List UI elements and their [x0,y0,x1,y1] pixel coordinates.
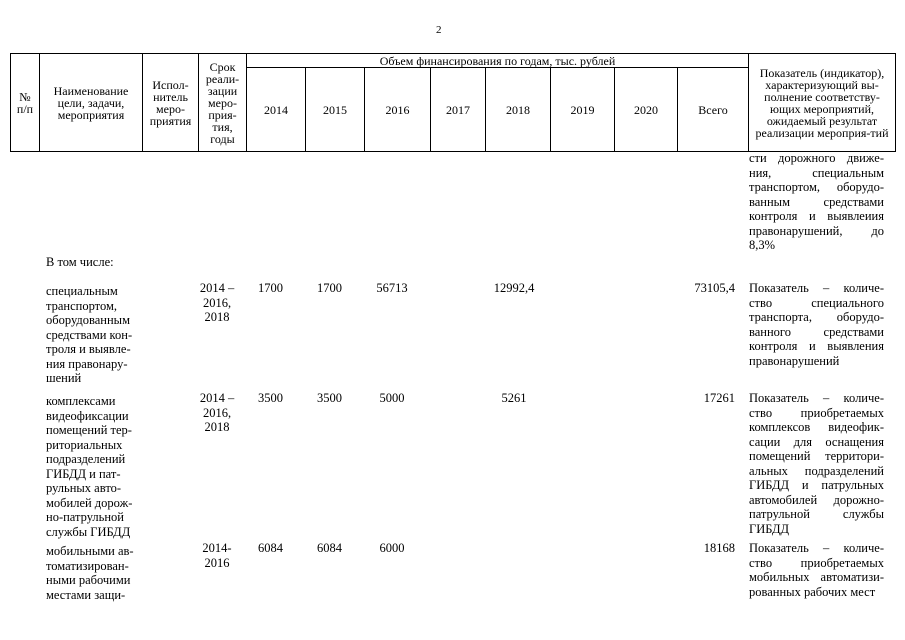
indicator-continuation: сти дорожного движе-ния, специальным транспортом, оборудо-ванным средствами контроля и выявлеиия правонарушений, до 8,3% [749,151,884,252]
row-3-2016: 6000 [379,541,405,555]
including-label: В том числе: [46,255,114,269]
header-name: Наименование цели, задачи, мероприятия [40,54,143,152]
row-2-2016: 5000 [379,391,405,405]
row-2-2014: 3500 [258,391,283,405]
row-2-2018: 5261 [501,391,527,405]
row-1-name: специальным транспортом, оборудованным средствами кон-троля и выявле-ния правонару-шений [46,284,133,385]
table-header [10,53,896,152]
header-total: Всего [678,68,749,152]
row-2-name: комплексами видеофиксации помещений тер-риториальных подразделений ГИБДД и пат-рульных авто-мобилей дорож-но-патрульной службы ГИБДД [46,394,133,539]
header-year-2019: 2019 [551,68,615,152]
header-year-2017: 2017 [431,68,486,152]
header-year-2020: 2020 [615,68,678,152]
row-1-indicator: Показатель – количе-ство специального транспорта, оборудо-ванного средствами контроля и выявления правонарушений [749,281,884,368]
row-3-indicator: Показатель – количе-ство приобретаемых мобильных автоматизи-рованных рабочих мест [749,541,884,599]
row-2-indicator: Показатель – количе-ство приобретаемых комплексов видеофик-сации для оснащения помещений территори-альных подразделений ГИБДД и патрульных автомобилей дорожно-патрульной службы ГИБДД [749,391,884,536]
row-1-2018: 12992,4 [493,281,535,295]
row-1-term: 2014 – 2016, 2018 [199,281,235,324]
header-indicator: Показатель (индикатор), характеризующий вы-полнение соответству-ющих мероприятий, ожидаемый результат реализации мероприя-тий [749,54,896,152]
page-number: 2 [436,24,442,36]
row-2-term: 2014 – 2016, 2018 [199,391,235,434]
row-1-2016: 56713 [376,281,408,295]
header-year-2018: 2018 [486,68,551,152]
row-3-2015: 6084 [317,541,342,555]
row-2-2015: 3500 [317,391,342,405]
header-term: Срок реали-зации меро-прия-тия, годы [199,54,247,152]
row-3-term: 2014- 2016 [202,541,232,570]
row-1-2015: 1700 [317,281,342,295]
row-3-name: мобильными ав-томатизирован-ными рабочими местами защи- [46,544,134,602]
row-2-total: 17261 [703,391,735,405]
header-year-2015: 2015 [306,68,365,152]
header-executor: Испол-нитель меро-приятия [143,54,199,152]
header-num: № п/п [11,54,40,152]
header-year-2016: 2016 [365,68,431,152]
row-3-total: 18168 [703,541,735,555]
header-year-2014: 2014 [247,68,306,152]
row-1-total: 73105,4 [694,281,735,295]
row-3-2014: 6084 [258,541,283,555]
header-funding-title: Объем финансирования по годам, тыс. рублей [247,54,749,68]
row-1-2014: 1700 [258,281,283,295]
